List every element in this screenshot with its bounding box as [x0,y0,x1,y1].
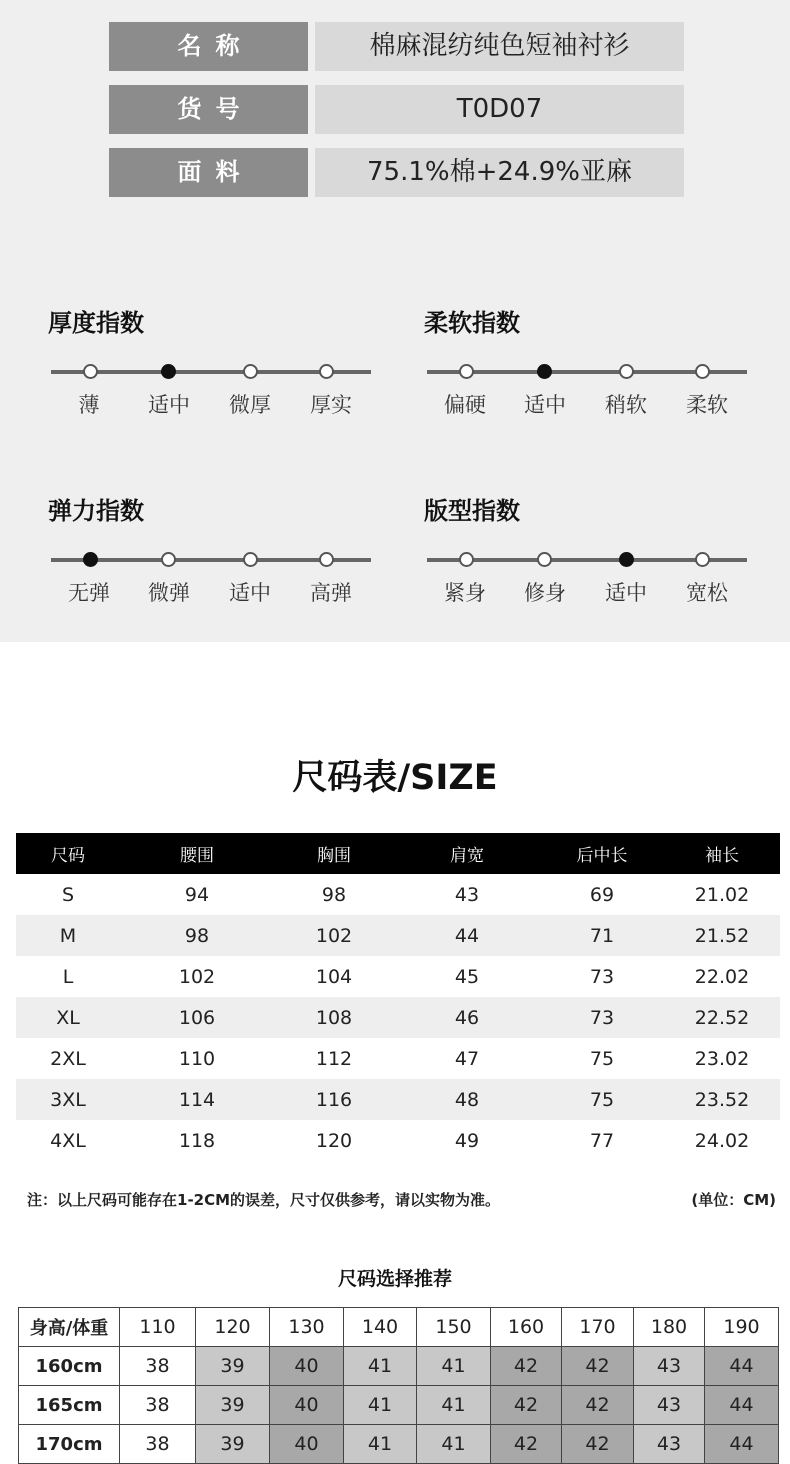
measurement-cell: 43 [454,883,480,906]
measurement-cell: 77 [589,1129,615,1152]
info-row-name [109,22,684,71]
column-header: 后中长 [540,833,664,874]
recommended-size-cell: 39 [196,1386,270,1425]
index-dot [537,364,552,379]
weight-header-cell: 170 [562,1308,634,1347]
index-dot [619,552,634,567]
measurement-cell: 23.52 [664,1079,780,1120]
index-dot [619,364,634,379]
recommended-size-cell: 42 [491,1425,562,1464]
index-title: 厚度指数 [48,309,144,337]
size-cell: S [61,883,75,906]
index-option: 宽松 [686,581,728,605]
height-weight-corner: 身高/体重 [19,1308,120,1347]
index-option: 无弹 [68,581,110,605]
recommended-size-cell: 42 [562,1347,634,1386]
index-dot [161,552,176,567]
table-row [19,1386,779,1425]
table-row [16,874,780,915]
size-chart-title: 尺码表/SIZE [292,758,498,798]
measurement-cell: 94 [184,883,210,906]
index-option: 修身 [524,581,566,605]
info-label: 名称 [109,22,308,71]
recommended-size-cell: 40 [270,1347,344,1386]
table-row [16,956,780,997]
index-option: 适中 [605,581,647,605]
column-header: 袖长 [664,833,780,874]
height-cell: 160cm [19,1347,120,1386]
measurement-cell: 21.02 [694,883,750,906]
fit-index [424,491,754,611]
index-option: 柔软 [686,393,728,417]
index-dot [319,552,334,567]
index-title: 柔软指数 [424,309,520,337]
index-option: 薄 [78,393,100,417]
measurement-cell: 98 [120,915,274,956]
column-header: 腰围 [120,833,274,874]
recommended-size-cell: 38 [120,1425,196,1464]
index-dot [243,552,258,567]
measurement-cell: 44 [394,915,540,956]
weight-header-cell: 110 [120,1308,196,1347]
index-title: 版型指数 [424,497,520,525]
recommended-size-cell: 44 [705,1386,779,1425]
index-dot [695,364,710,379]
index-option: 厚实 [310,393,352,417]
table-row [19,1425,779,1464]
measurement-cell: 110 [178,1047,216,1070]
recommended-size-cell: 43 [634,1425,705,1464]
table-row [16,915,780,956]
size-cell: 4XL [50,1129,86,1152]
size-chart-note: 注：以上尺码可能存在1-2CM的误差，尺寸仅供参考，请以实物为准。 [27,1191,501,1209]
recommended-size-cell: 41 [417,1347,491,1386]
index-option: 稍软 [605,393,647,417]
info-label: 货号 [109,85,308,134]
weight-header-cell: 140 [344,1308,417,1347]
index-dot [695,552,710,567]
table-row [16,1079,780,1120]
measurement-cell: 46 [394,997,540,1038]
recommended-size-cell: 38 [120,1386,196,1425]
softness-index [424,303,754,423]
recommended-size-cell: 42 [491,1347,562,1386]
info-row-item-number [109,85,684,134]
info-value: T0D07 [315,85,684,134]
measurement-cell: 23.02 [694,1047,750,1070]
weight-header-cell: 160 [491,1308,562,1347]
size-cell: M [16,915,120,956]
measurement-cell: 49 [454,1129,480,1152]
measurement-cell: 114 [120,1079,274,1120]
measurement-cell: 73 [589,965,615,988]
info-value: 75.1%棉+24.9%亚麻 [315,148,684,197]
index-option: 微厚 [229,393,271,417]
recommended-size-cell: 43 [634,1347,705,1386]
info-value: 棉麻混纺纯色短袖衬衫 [315,22,684,71]
weight-header-cell: 130 [270,1308,344,1347]
index-dot [459,364,474,379]
recommended-size-cell: 42 [562,1425,634,1464]
recommended-size-cell: 41 [417,1386,491,1425]
recommended-size-cell: 41 [417,1425,491,1464]
index-option: 微弹 [148,581,190,605]
size-chart-header-row [16,833,780,874]
recommended-size-cell: 41 [344,1347,417,1386]
size-chart-table [16,833,780,1161]
index-option: 高弹 [310,581,352,605]
height-cell: 170cm [19,1425,120,1464]
index-dot [83,552,98,567]
index-option: 适中 [524,393,566,417]
weight-header-cell: 150 [417,1308,491,1347]
index-option: 适中 [229,581,271,605]
index-option: 适中 [148,393,190,417]
size-cell: 2XL [50,1047,86,1070]
measurement-cell: 104 [315,965,353,988]
height-cell: 165cm [19,1386,120,1425]
recommended-size-cell: 41 [344,1425,417,1464]
table-row [16,997,780,1038]
measurement-cell: 116 [274,1079,394,1120]
column-header: 胸围 [274,833,394,874]
index-option: 偏硬 [444,393,486,417]
recommended-size-cell: 40 [270,1425,344,1464]
size-recommendation-title: 尺码选择推荐 [337,1268,452,1290]
weight-header-cell: 190 [705,1308,779,1347]
table-row [16,1038,780,1079]
info-label: 面料 [109,148,308,197]
index-title: 弹力指数 [48,497,144,525]
measurement-cell: 21.52 [664,915,780,956]
measurement-cell: 102 [274,915,394,956]
index-option: 紧身 [444,581,486,605]
product-attributes-panel [0,0,790,642]
measurement-cell: 22.52 [664,997,780,1038]
table-row [16,1120,780,1161]
recommended-size-cell: 39 [196,1347,270,1386]
size-recommendation-table [18,1307,779,1464]
size-cell: L [62,965,74,988]
index-dot [459,552,474,567]
recommended-size-cell: 39 [196,1425,270,1464]
index-dot [161,364,176,379]
weight-header-cell: 180 [634,1308,705,1347]
measurement-cell: 73 [540,997,664,1038]
elasticity-index [48,491,378,611]
recommended-size-cell: 44 [705,1347,779,1386]
measurement-cell: 22.02 [694,965,750,988]
recommended-size-cell: 40 [270,1386,344,1425]
measurement-cell: 47 [454,1047,480,1070]
measurement-cell: 108 [274,997,394,1038]
index-dot [243,364,258,379]
measurement-cell: 120 [315,1129,353,1152]
measurement-cell: 71 [540,915,664,956]
measurement-cell: 69 [589,883,615,906]
recommended-size-cell: 44 [705,1425,779,1464]
size-chart-unit: (单位：CM) [691,1191,776,1209]
recommended-size-cell: 42 [491,1386,562,1425]
column-header: 肩宽 [394,833,540,874]
recommended-size-cell: 42 [562,1386,634,1425]
column-header: 尺码 [16,833,120,874]
recommended-size-cell: 43 [634,1386,705,1425]
thickness-index [48,303,378,423]
measurement-cell: 48 [394,1079,540,1120]
measurement-cell: 112 [315,1047,353,1070]
size-cell: XL [16,997,120,1038]
recommended-size-cell: 38 [120,1347,196,1386]
measurement-cell: 75 [540,1079,664,1120]
measurement-cell: 118 [178,1129,216,1152]
info-row-fabric [109,148,684,197]
index-dot [83,364,98,379]
measurement-cell: 45 [454,965,480,988]
weight-header-row [19,1308,779,1347]
index-dot [319,364,334,379]
table-row [19,1347,779,1386]
measurement-cell: 24.02 [694,1129,750,1152]
recommended-size-cell: 41 [344,1386,417,1425]
measurement-cell: 75 [589,1047,615,1070]
size-cell: 3XL [16,1079,120,1120]
measurement-cell: 98 [321,883,347,906]
weight-header-cell: 120 [196,1308,270,1347]
measurement-cell: 102 [178,965,216,988]
measurement-cell: 106 [120,997,274,1038]
index-dot [537,552,552,567]
